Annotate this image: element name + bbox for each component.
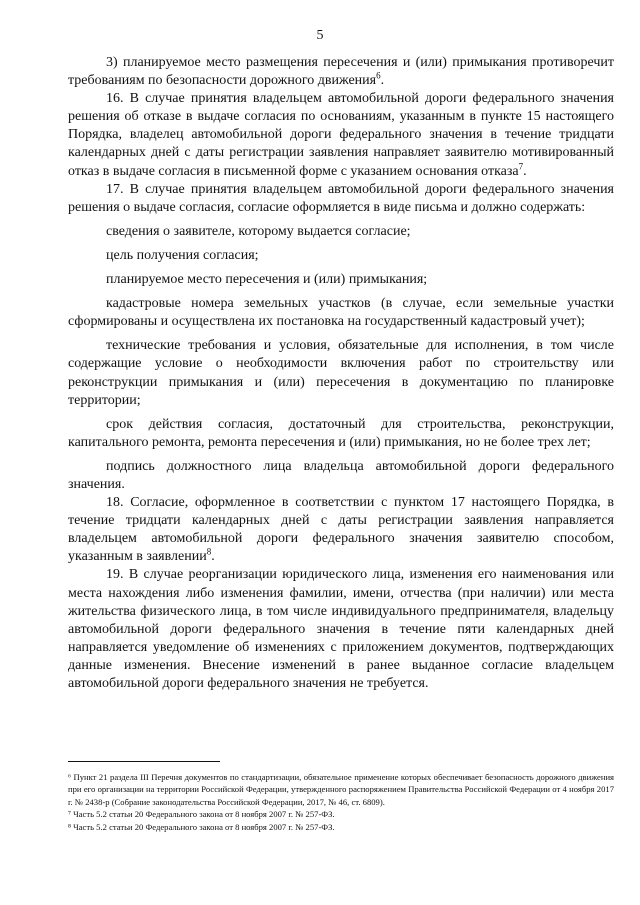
paragraph-tail: . [211, 549, 215, 565]
list-item [68, 271, 614, 289]
footnote-ref: 6 [376, 70, 381, 81]
paragraph-tail: . [523, 163, 527, 179]
paragraph-text: 17. В случае принятия владельцем автомобильной дороги федерального значения решения о выдаче согласия, согласие оформляется в виде письма и должно содержать: [68, 181, 614, 215]
paragraph-text: 3) планируемое место размещения пересечения и (или) примыкания противоречит требованиям по безопасности дорожного движения [68, 55, 614, 89]
paragraph-tail: . [380, 73, 385, 89]
paragraph-18 [68, 494, 614, 566]
paragraph-text: 16. В случае принятия владельцем автомобильной дороги федерального значения решения об отказе в выдаче согласия по основаниям, указанным в пункте 15 настоящего Порядка, владелец автомобильной дороги федерального значения в течение тридцати календарных дней с даты регистрации заявления направляет заявителю мотивированный отказ в выдаче согласия в письменной форме с указанием основания отказа [68, 91, 614, 179]
footnote-6: ⁶ Пункт 21 раздела III Перечня документов по стандартизации, обязательное применение которых обеспечивает безопасность дорожного движения при его организации на территории Российской Федерации, утвержденного распоряжением Правительства Российской Федерации от 4 ноября 2017 г. № 2438-р (Собрание законодательства Российской Федерации, 2017, № 46, ст. 6809). [68, 772, 614, 807]
paragraph-17 [68, 181, 614, 217]
document-body [68, 54, 614, 693]
paragraph-text: кадастровые номера земельных участков (в случае, если земельные участки сформированы и осуществлена их постановка на государственный кадастровый учет); [68, 296, 614, 330]
list-item [68, 416, 614, 452]
list-item [68, 295, 614, 331]
footnote-ref: 7 [518, 160, 524, 171]
paragraph-text: срок действия согласия, достаточный для строительства, реконструкции, капитального ремонта, ремонта пересечения и (или) примыкания, но не более трех лет; [68, 416, 614, 450]
paragraph-19 [68, 566, 614, 693]
list-item [68, 223, 614, 241]
footnote-ref: 8 [206, 546, 212, 557]
list-item [68, 247, 614, 265]
paragraph-16 [68, 90, 614, 180]
paragraph-text: подпись должностного лица владельца автомобильной дороги федерального значения. [68, 458, 614, 492]
paragraph-text: сведения о заявителе, которому выдается согласие; [106, 223, 411, 239]
paragraph-text: технические требования и условия, обязательные для исполнения, в том числе содержащие условие о необходимости включения работ по строительству или реконструкции примыкания и (или) пересечения в документацию по планировке территории; [68, 338, 614, 408]
list-item [68, 458, 614, 494]
footnote-separator [68, 761, 220, 762]
paragraph-text: цель получения согласия; [106, 247, 259, 263]
page-number: 5 [316, 28, 324, 43]
paragraph-text: планируемое место пересечения и (или) примыкания; [106, 272, 428, 288]
list-item [68, 337, 614, 409]
paragraph-item-3 [68, 54, 614, 90]
footnote-7: ⁷ Часть 5.2 статьи 20 Федерального закона от 8 ноября 2007 г. № 257-ФЗ. [68, 809, 335, 820]
footnote-8: ⁸ Часть 5.2 статьи 20 Федерального закона от 8 ноября 2007 г. № 257-ФЗ. [68, 821, 335, 832]
paragraph-text: 18. Согласие, оформленное в соответствии с пунктом 17 настоящего Порядка, в течение тридцати календарных дней с даты регистрации заявления направляется владельцем автомобильной дороги федерального значения заявителю способом, указанным в заявлении [68, 495, 614, 565]
paragraph-text: 19. В случае реорганизации юридического лица, изменения его наименования или места нахождения либо изменения фамилии, имени, отчества (при наличии) или места жительства физического лица, в том числе индивидуального предпринимателя, владельцу автомобильной дороги федерального значения в течение пяти календарных дней направляется уведомление об изменениях с приложением документов, подтверждающих данные изменения. Внесение изменений в ранее выданное согласие владельцем автомобильной дороги федерального значения не требуется. [68, 567, 614, 691]
footnotes [68, 771, 614, 833]
